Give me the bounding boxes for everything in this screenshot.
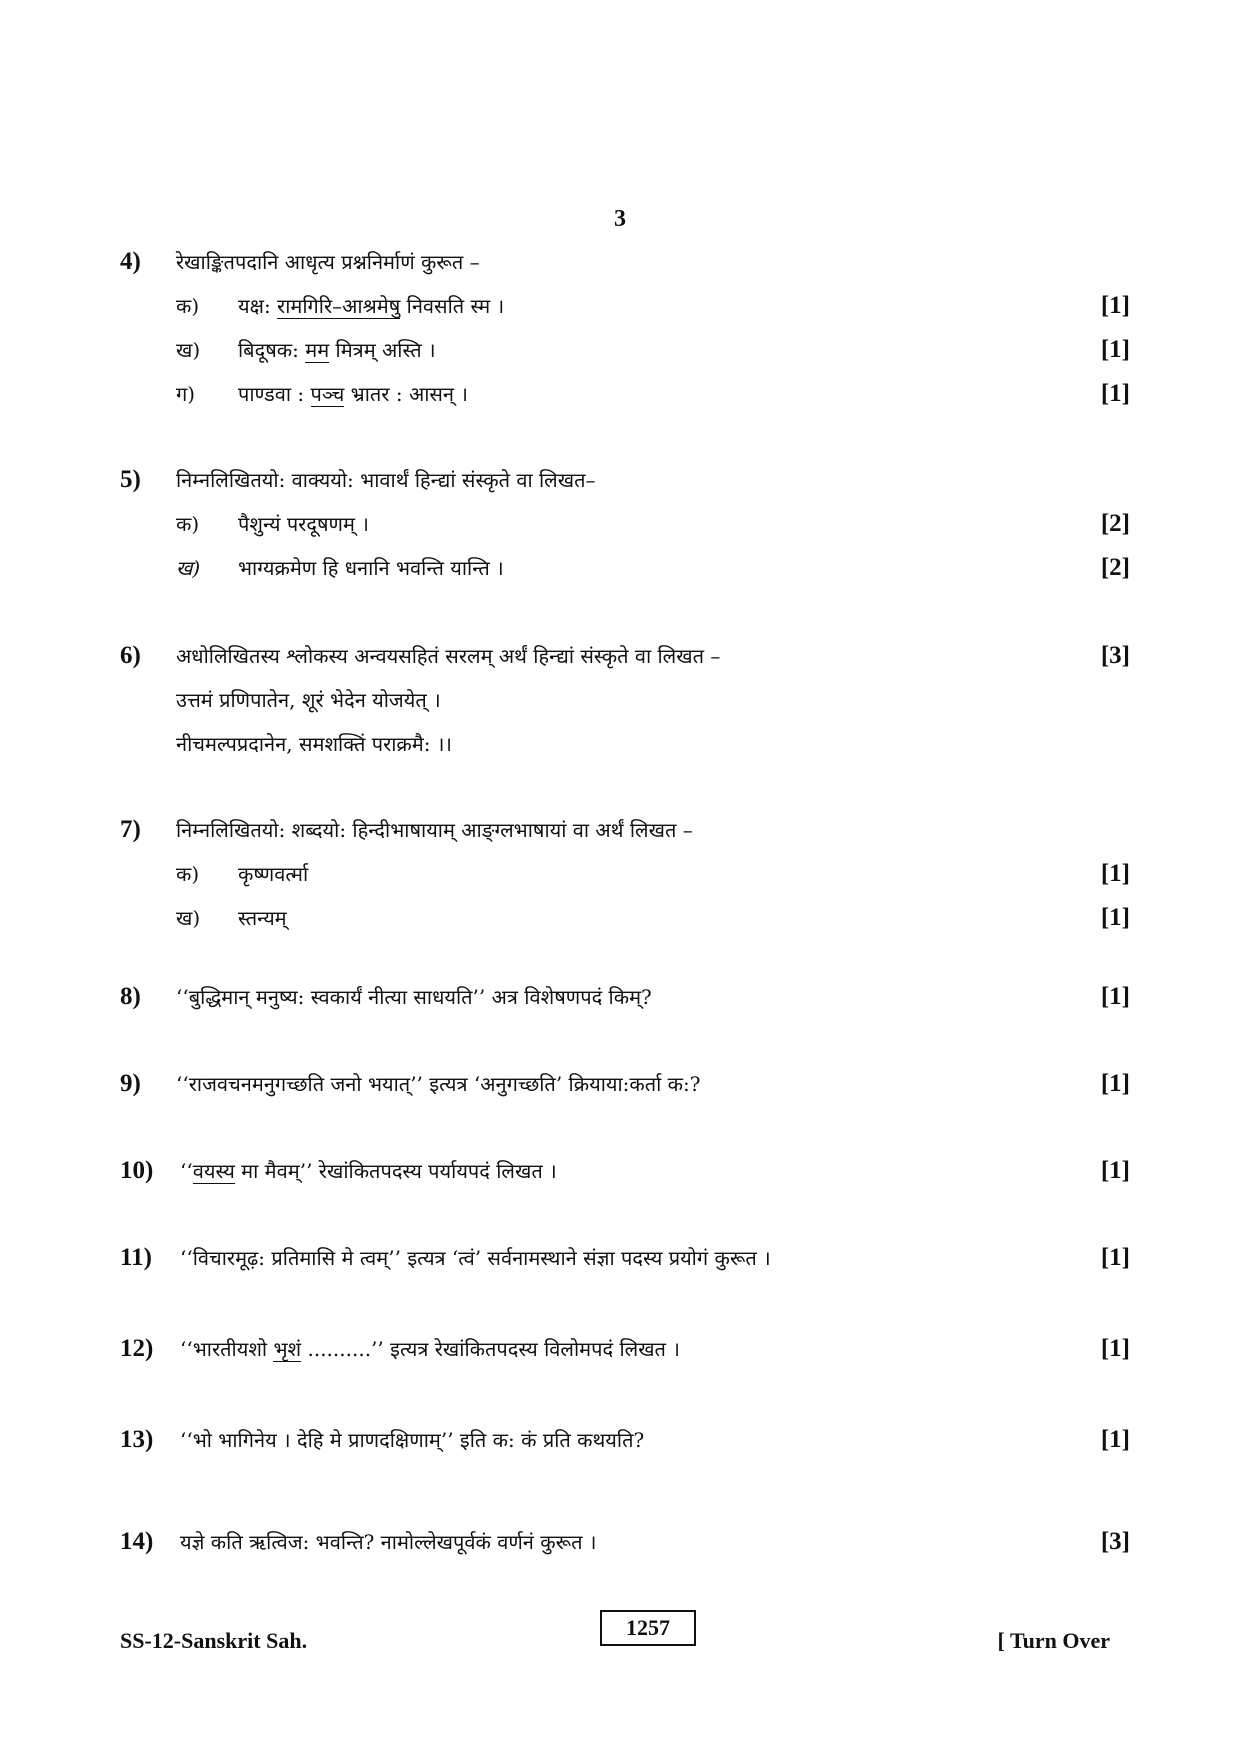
question-text: ‘‘भारतीयशो भृशं ..........’’ इत्यत्र रेखांकितपदस्य विलोमपदं लिखत । [180,1337,680,1361]
question-text: अधोलिखितस्य श्लोकस्य अन्वयसहितं सरलम् अर्थं हिन्द्यां संस्कृते वा लिखत – [176,644,721,668]
question-4 [120,240,1130,416]
marks: [1] [1100,380,1130,407]
question-number: 10) [120,1157,154,1184]
question-text: ‘‘राजवचनमनुगच्छति जनो भयात्’’ इत्यत्र ‘अनुगच्छति’ क्रियाया:कर्ता क:? [176,1072,701,1096]
sub-text: भाग्यक्रमेण हि धनानि भवन्ति यान्ति । [238,556,504,580]
question-text: रेखाङ्कितपदानि आधृत्य प्रश्ननिर्माणं कुरूत – [176,250,480,274]
sub-text: कृष्णवर्त्मा [238,862,309,886]
question-number: 8) [120,983,141,1010]
question-10 [120,1149,1130,1193]
question-text: यज्ञे कति ऋत्विज: भवन्ति? नामोल्लेखपूर्वकं वर्णनं कुरूत । [180,1530,597,1554]
marks: [1] [1100,904,1130,931]
question-text: निम्नलिखितयो: वाक्ययो: भावार्थं हिन्द्यां संस्कृते वा लिखत– [176,468,596,492]
marks: [1] [1100,1244,1130,1271]
question-number: 4) [120,248,141,275]
question-text: ‘‘विचारमूढ़: प्रतिमासि मे त्वम्’’ इत्यत्र ‘त्वं’ सर्वनामस्थाने संज्ञा पदस्य प्रयोगं कुरूत । [180,1246,771,1270]
question-8 [120,975,1130,1019]
question-12 [120,1327,1130,1371]
sub-question [120,372,1130,416]
marks: [1] [1100,1335,1130,1362]
marks: [1] [1100,983,1130,1010]
sub-question [120,896,1130,940]
sub-question [120,502,1130,546]
marks: [1] [1100,292,1130,319]
question-text: ‘‘भो भागिनेय । देहि मे प्राणदक्षिणाम्’’ इति क: कं प्रति कथयति? [180,1428,645,1452]
marks: [1] [1100,860,1130,887]
marks: [1] [1100,1070,1130,1097]
sub-text: पैशुन्यं परदूषणम् । [238,512,369,536]
sub-label: ख) [176,906,201,930]
underlined-word: भृशं [273,1337,302,1361]
verse-line: नीचमल्पप्रदानेन, समशक्तिं पराक्रमै: ।। [176,732,453,756]
sub-label: ख) [176,338,201,362]
underlined-word: मम [305,338,330,362]
sub-label: क) [176,294,200,318]
question-number: 5) [120,466,141,493]
sub-question [120,328,1130,372]
marks: [2] [1100,510,1130,537]
question-number: 9) [120,1070,141,1097]
question-9 [120,1062,1130,1106]
sub-text: पाण्डवा : पञ्च भ्रातर : आसन् । [238,382,468,406]
sub-label: क) [176,862,200,886]
question-number: 12) [120,1335,154,1362]
turn-over-label: [ Turn Over [997,1628,1110,1653]
question-text: ‘‘वयस्य मा मैवम्’’ रेखांकितपदस्य पर्यायपदं लिखत । [180,1159,557,1183]
sub-text: यक्ष: रामगिरि–आश्रमेषु निवसति स्म । [238,294,505,318]
underlined-word: वयस्य [192,1159,235,1183]
marks: [1] [1100,336,1130,363]
question-7 [120,808,1130,940]
sub-question [120,284,1130,328]
question-5 [120,458,1130,590]
paper-number-box: 1257 [600,1610,696,1646]
question-6 [120,634,1130,766]
question-number: 7) [120,816,141,843]
verse-line: उत्तमं प्रणिपातेन, शूरं भेदेन योजयेत् । [176,688,441,712]
question-11 [120,1236,1130,1280]
question-text: ‘‘बुद्धिमान् मनुष्य: स्वकार्यं नीत्या साधयति’’ अत्र विशेषणपदं किम्? [176,985,652,1009]
underlined-word: रामगिरि–आश्रमेषु [277,294,401,318]
question-13 [120,1418,1130,1462]
question-text: निम्नलिखितयो: शब्दयो: हिन्दीभाषायाम् आङ्ग्लभाषायां वा अर्थं लिखत – [176,818,693,842]
sub-label: ख) [176,556,201,580]
sub-question [120,546,1130,590]
marks: [1] [1100,1157,1130,1184]
question-number: 11) [120,1244,152,1271]
question-number: 14) [120,1528,154,1555]
sub-label: ग) [176,382,196,406]
sub-question [120,852,1130,896]
question-number: 13) [120,1426,154,1453]
page-number: 3 [614,206,626,232]
sub-text: स्तन्यम् [238,906,287,930]
marks: [3] [1100,642,1130,669]
underlined-word: पञ्च [310,382,345,406]
marks: [1] [1100,1426,1130,1453]
sub-label: क) [176,512,200,536]
paper-code: SS-12-Sanskrit Sah. [120,1628,308,1653]
sub-text: बिदूषक: मम मित्रम् अस्ति । [238,338,436,362]
marks: [3] [1100,1528,1130,1555]
marks: [2] [1100,554,1130,581]
question-number: 6) [120,642,141,669]
question-14 [120,1520,1130,1564]
